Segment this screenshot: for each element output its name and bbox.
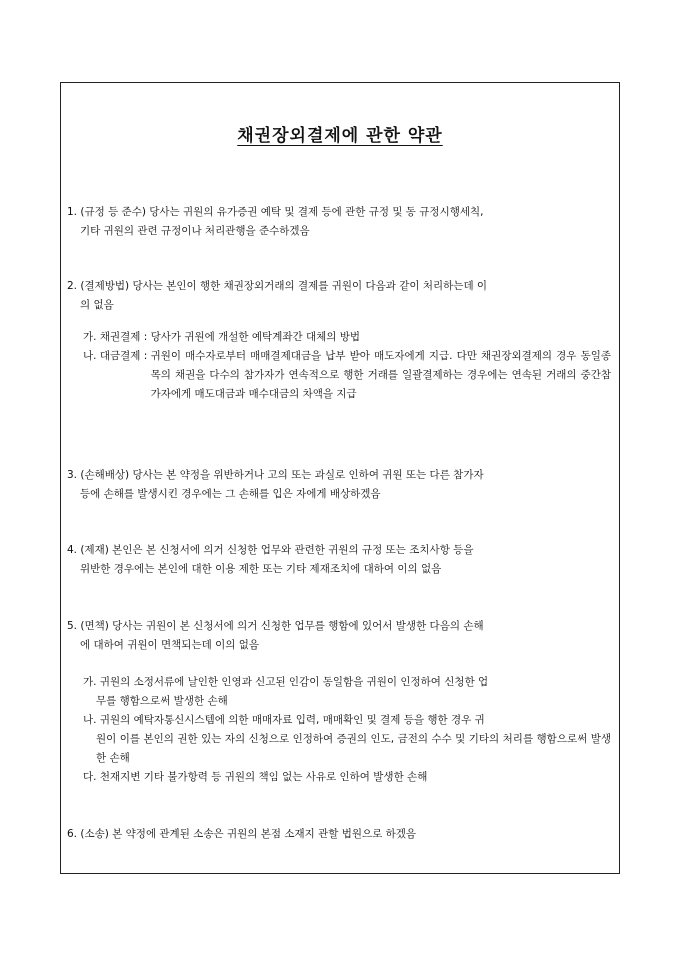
sub-item-line: 다. 천재지변 기타 불가항력 등 귀원의 책임 없는 사유로 인하여 발생한 손해 [83, 771, 428, 783]
sub-item-line: 무를 행함으로써 발생한 손해 [96, 695, 228, 707]
clause-1 [67, 203, 611, 241]
clause-line: 3. (손해배상) 당사는 본 약정을 위반하거나 고의 또는 과실로 인하여 귀원 또는 다른 참가자 [67, 469, 484, 481]
clause-line: 6. (소송) 본 약정에 관계된 소송은 귀원의 본점 소재지 관할 법원으로 하겠음 [67, 828, 417, 840]
clause-line: 등에 손해를 발생시킨 경우에는 그 손해를 입은 자에게 배상하겠음 [80, 488, 381, 500]
sub-item [83, 768, 611, 787]
clause-2-items [83, 328, 611, 404]
clause-3 [67, 466, 611, 504]
sub-item-text: 당사가 귀원에 개설한 예탁계좌간 대체의 방법 [150, 331, 361, 343]
sub-item-text: 귀원이 매수자로부터 매매결제대금을 납부 받아 매도자에게 지급. 다만 채권장외결제의 경우 동일종목의 채권을 다수의 참가자가 연속적으로 행한 거래를 일괄결제하는 경우에는 연속된 거래의 중간참가자에게 매도대금과 매수대금의 차액을 지급 [150, 350, 611, 400]
document-title: 채권장외결제에 관한 약관 [237, 126, 443, 146]
clause-line: 4. (제재) 본인은 본 신청서에 의거 신청한 업무와 관련한 귀원의 규정 또는 조치사항 등을 [67, 544, 474, 556]
sub-item [83, 328, 611, 347]
sub-item-line: 가. 귀원의 소정서류에 날인한 인영과 신고된 인감이 동일함을 귀원이 인정하여 신청한 업 [83, 676, 489, 688]
clause-5 [67, 617, 611, 655]
clause-6 [67, 825, 611, 844]
clause-line: 1. (규정 등 준수) 당사는 귀원의 유가증권 예탁 및 결제 등에 관한 규정 및 동 규정시행세칙, [67, 206, 484, 218]
sub-item [83, 347, 611, 404]
clause-5-items [83, 673, 611, 787]
sub-item [83, 711, 611, 768]
clause-line: 2. (결제방법) 당사는 본인이 행한 채권장외거래의 결제를 귀원이 다음과 같이 처리하는데 이 [67, 280, 488, 292]
clause-2 [67, 277, 611, 315]
clause-line: 5. (면책) 당사는 귀원이 본 신청서에 의거 신청한 업무를 행함에 있어서 발생한 다음의 손해 [67, 620, 484, 632]
clause-4 [67, 541, 611, 579]
document-frame [60, 82, 620, 874]
clause-line: 기타 귀원의 관련 규정이나 처리관행을 준수하겠음 [80, 225, 310, 237]
sub-item [83, 673, 611, 711]
clause-line: 에 대하여 귀원이 면책되는데 이의 없음 [80, 639, 259, 651]
sub-item-line: 나. 귀원의 예탁자통신시스템에 의한 매매자료 입력, 매매확인 및 결제 등을 행한 경우 귀 [83, 714, 485, 726]
sub-item-line: 원이 이를 본인의 권한 있는 자의 신청으로 인정하여 증권의 인도, 금전의 수수 및 기타의 처리를 행함으로써 발생한 손해 [96, 733, 611, 764]
clause-line: 위반한 경우에는 본인에 대한 이용 제한 또는 기타 제재조치에 대하여 이의 없음 [80, 563, 442, 575]
sub-item-lead: 가. 채권결제 : [83, 331, 151, 343]
clause-line: 의 없음 [80, 299, 114, 311]
sub-item-lead: 나. 대금결제 : [83, 350, 151, 362]
